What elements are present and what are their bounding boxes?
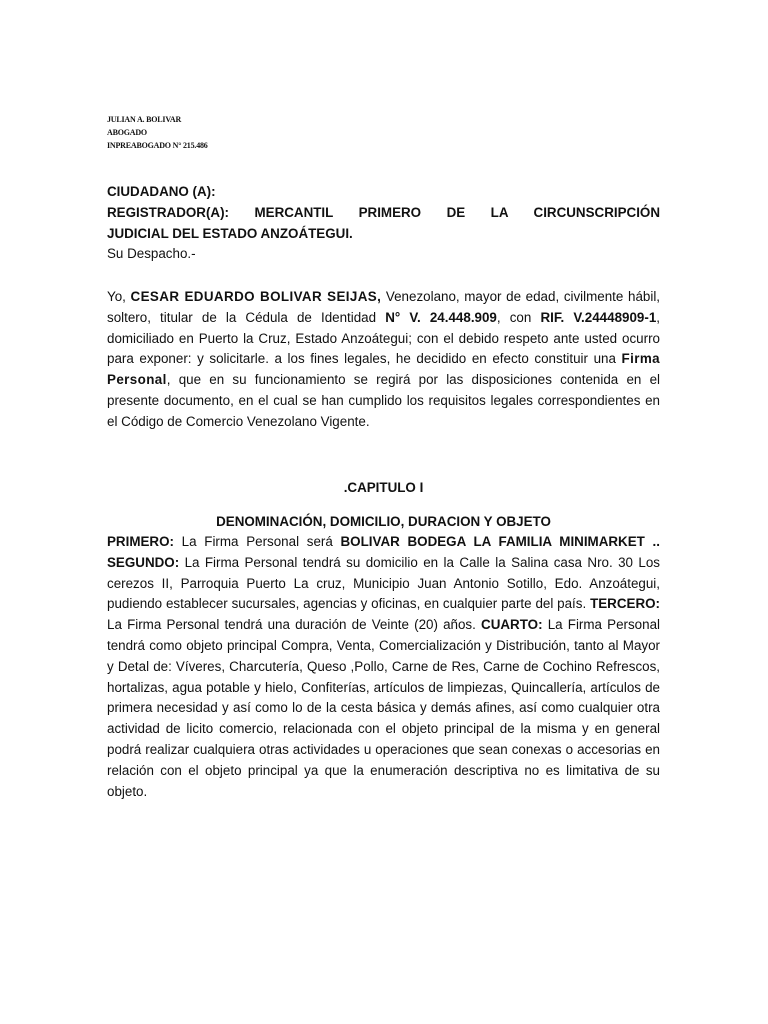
business-name: BOLIVAR BODEGA LA FAMILIA MINIMARKET .. bbox=[340, 534, 660, 549]
article-tercero-text: La Firma Personal tendrá una duración de Veinte (20) años. bbox=[107, 617, 482, 633]
addressee-line-2a: REGISTRADOR(A): MERCANTIL PRIMERO DE LA CIRCUNSCRIPCIÓN bbox=[107, 204, 660, 220]
intro-text-1: Yo, bbox=[107, 289, 131, 304]
addressee-line-3: Su Despacho.- bbox=[107, 246, 196, 262]
articles-paragraph bbox=[107, 532, 660, 802]
lawyer-title: ABOGADO bbox=[107, 128, 147, 137]
article-cuarto-text: La Firma Personal tendrá como objeto principal Compra, Venta, Comercialización y Distribución, tanto al Mayor y Detal de: Víveres, Charcutería, Queso ,Pollo, Carne de Res, Carne de Cochino Refrescos, hortalizas, agua potable y hielo, Confiterías, artículos de limpiezas, Quincallería, artículos de primera necesidad y así como lo de la cesta básica y demás afines, así como cualquier otra actividad de licito comercio, relacionada con el objeto principal de la misma y en general podrá realizar cualquiera otras actividades u operaciones que sean conexas o accesorias en relación con el objeto principal ya que la enumeración descriptiva no es limitativa de su objeto. bbox=[107, 617, 660, 799]
id-number: N° V. 24.448.909 bbox=[385, 309, 497, 325]
intro-text-5: , que en su funcionamiento se regirá por las disposiciones contenida en el presente documento, en el cual se han cumplido los requisitos legales correspondientes en el Código de Comercio Venezolano Vigente. bbox=[107, 372, 660, 429]
addressee-block bbox=[107, 182, 660, 265]
lawyer-name: JULIAN A. BOLIVAR bbox=[107, 115, 182, 124]
firma-personal-term: Firma Personal bbox=[107, 351, 660, 388]
lawyer-registry: INPREABOGADO N° 215.486 bbox=[107, 141, 208, 150]
addressee-line-1: CIUDADANO (A): bbox=[107, 184, 216, 199]
article-segundo-text: La Firma Personal tendrá su domicilio en la Calle la Salina casa Nro. 30 Los cerezos II, Parroquia Puerto La cruz, Municipio Juan Antonio Sotillo, Edo. Anzoátegui, pudiendo establecer sucursales, agencias y oficinas, en cualquier parte del país. bbox=[107, 554, 660, 612]
chapter-heading: .CAPITULO I bbox=[343, 480, 424, 495]
intro-text-4: , domiciliado en Puerto la Cruz, Estado Anzoátegui; con el debido respeto ante usted ocurro para exponer: y solicitarle. a los fines legales, he decidido en efecto constituir una bbox=[107, 309, 660, 367]
intro-paragraph bbox=[107, 287, 660, 433]
addressee-line-2b: JUDICIAL DEL ESTADO ANZOÁTEGUI. bbox=[107, 225, 353, 241]
article-tercero-label: TERCERO: bbox=[590, 596, 660, 612]
rif-number: RIF. V.24448909-1 bbox=[540, 309, 657, 325]
letterhead bbox=[107, 113, 208, 152]
intro-text-2: Venezolano, mayor de edad, civilmente hábil, soltero, titular de la Cédula de Identidad bbox=[107, 289, 661, 325]
article-segundo-label: SEGUNDO: bbox=[107, 554, 180, 570]
intro-text-3: , con bbox=[496, 309, 541, 325]
section-heading: DENOMINACIÓN, DOMICILIO, DURACION Y OBJETO bbox=[216, 514, 551, 529]
applicant-name: CESAR EDUARDO BOLIVAR SEIJAS, bbox=[130, 289, 382, 304]
article-primero-text: La Firma Personal será bbox=[173, 534, 341, 549]
article-primero-label: PRIMERO: bbox=[107, 534, 174, 549]
article-cuarto-label: CUARTO: bbox=[481, 617, 543, 633]
